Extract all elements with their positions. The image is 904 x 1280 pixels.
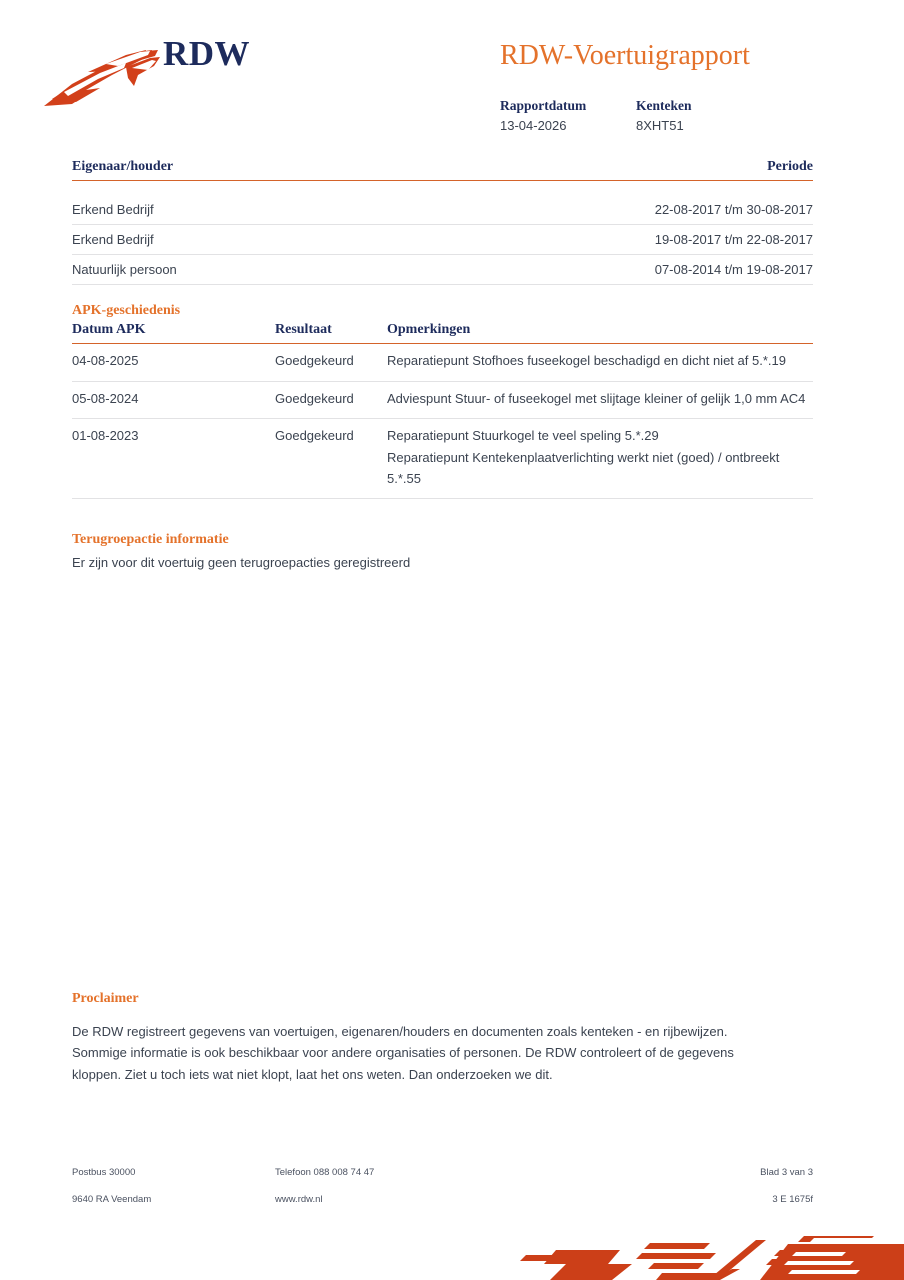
apk-table-body [72, 344, 813, 499]
plate-label: Kenteken [636, 98, 692, 113]
footer-form-code: 3 E 1675f [772, 1193, 813, 1205]
apk-remarks [387, 381, 813, 418]
apk-remark-line: Reparatiepunt Stuurkogel te veel speling 5.*.29 [387, 428, 659, 444]
recall-section [72, 531, 813, 573]
owner-period: 19-08-2017 t/m 22-08-2017 [367, 225, 813, 255]
table-row [72, 195, 813, 225]
apk-table-head [72, 320, 813, 344]
owner-section-header [72, 158, 813, 176]
apk-date: 05-08-2024 [72, 381, 275, 418]
apk-result: Goedgekeurd [275, 344, 387, 381]
apk-remarks [387, 419, 813, 499]
owner-table-body [72, 195, 813, 285]
rdw-feather-icon [42, 44, 167, 112]
page-title: RDW-Voertuigrapport [500, 40, 750, 71]
table-row [72, 255, 813, 285]
footer-postbus: Postbus 30000 [72, 1167, 136, 1178]
report-date-block [500, 96, 636, 136]
document-header [0, 0, 904, 150]
footer-row-bottom [72, 1195, 813, 1205]
disclaimer-section-title: Proclaimer [72, 991, 139, 1006]
table-row [72, 381, 813, 418]
owner-section [72, 158, 813, 285]
footer-page-info: Blad 3 van 3 [760, 1167, 813, 1178]
document-footer [72, 1168, 813, 1204]
owner-section-title: Eigenaar/houder [72, 159, 174, 174]
apk-date: 04-08-2025 [72, 344, 275, 381]
footer-row-top [72, 1168, 813, 1178]
report-date-value: 13-04-2026 [500, 117, 567, 133]
apk-remarks [387, 344, 813, 381]
footer-website[interactable]: www.rdw.nl [275, 1193, 323, 1205]
recall-section-title: Terugroepactie informatie [72, 532, 229, 547]
apk-table [72, 320, 813, 499]
apk-col-result: Resultaat [275, 320, 387, 344]
apk-result: Goedgekeurd [275, 419, 387, 499]
disclaimer-section-text: De RDW registreert gegevens van voertuigen, eigenaren/houders en documenten zoals kenteken - en rijbewijzen. Sommige informatie is ook beschikbaar voor andere organisaties of personen. De RDW controleert of de gegevens kloppen. Ziet u toch iets wat niet klopt, laat het ons weten. Dan onderzoeken we dit. [72, 1024, 734, 1082]
apk-col-remarks: Opmerkingen [387, 320, 813, 344]
apk-result: Goedgekeurd [275, 381, 387, 418]
owner-type: Erkend Bedrijf [72, 195, 367, 225]
rdw-speed-stripes-icon [504, 1228, 904, 1280]
apk-history-section [72, 302, 813, 499]
plate-block [636, 96, 692, 136]
apk-section-title: APK-geschiedenis [72, 303, 181, 318]
owner-section-rule [72, 180, 813, 181]
apk-header-row [72, 320, 813, 344]
footer-telephone: Telefoon 088 008 74 47 [275, 1167, 375, 1178]
table-row [72, 419, 813, 499]
recall-section-text: Er zijn voor dit voertuig geen terugroepacties geregistreerd [72, 555, 411, 571]
owner-type: Erkend Bedrijf [72, 225, 367, 255]
owner-period: 07-08-2014 t/m 19-08-2017 [367, 255, 813, 285]
plate-value: 8XHT51 [636, 117, 684, 133]
table-row [72, 225, 813, 255]
owner-period: 22-08-2017 t/m 30-08-2017 [367, 195, 813, 225]
apk-remark-line: Adviespunt Stuur- of fuseekogel met slijtage kleiner of gelijk 1,0 mm AC4 [387, 390, 806, 406]
table-row [72, 344, 813, 381]
rdw-wordmark: RDW [163, 34, 251, 73]
report-meta [500, 96, 692, 136]
apk-date: 01-08-2023 [72, 419, 275, 499]
apk-remark-line: Reparatiepunt Stofhoes fuseekogel beschadigd en dicht niet af 5.*.19 [387, 353, 786, 369]
disclaimer-section [72, 990, 813, 1085]
apk-remark-line: Reparatiepunt Kentekenplaatverlichting werkt niet (goed) / ontbreekt 5.*.55 [387, 449, 780, 486]
owner-table [72, 195, 813, 285]
report-date-label: Rapportdatum [500, 98, 587, 113]
owner-type: Natuurlijk persoon [72, 255, 367, 285]
owner-period-header: Periode [767, 159, 813, 174]
footer-city: 9640 RA Veendam [72, 1193, 152, 1205]
apk-col-date: Datum APK [72, 320, 275, 344]
